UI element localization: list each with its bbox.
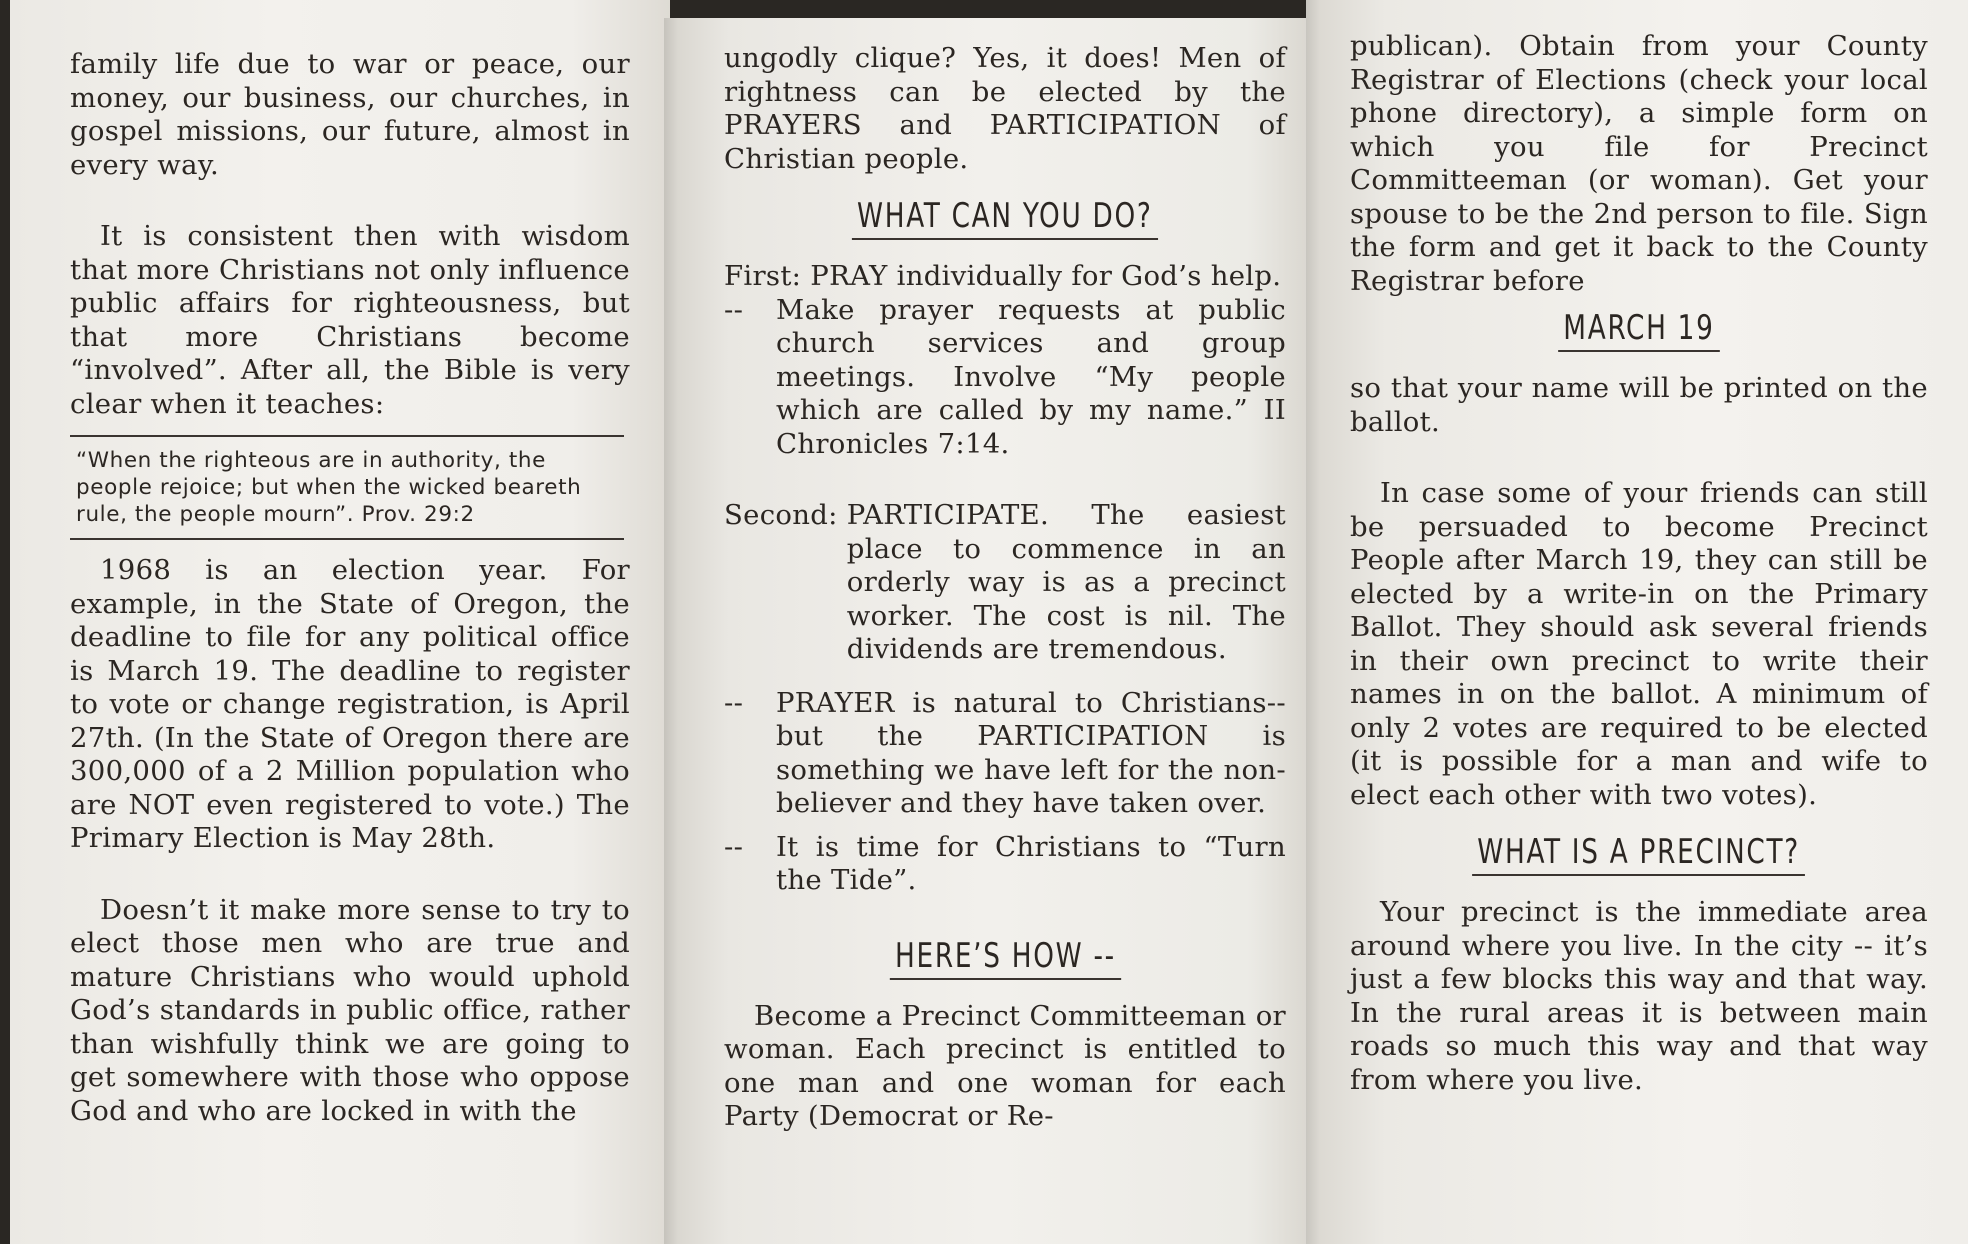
right-paragraph-2: so that your name will be printed on the ballot. — [1350, 372, 1928, 438]
heading-what-can-you-do: WHAT CAN YOU DO? — [852, 196, 1158, 240]
second-step — [724, 499, 1286, 667]
dash-mark: -- — [724, 293, 744, 326]
left-paragraph-1: family life due to war or peace, our money, our business, our churches, in gospel missions, our future, almost in every way. — [70, 48, 630, 181]
dash-mark: -- — [724, 686, 744, 719]
heading-march-19: MARCH 19 — [1558, 308, 1720, 352]
fold-shadow — [664, 18, 678, 1244]
heading-what-is-a-precinct: WHAT IS A PRECINCT? — [1472, 832, 1805, 876]
left-paragraph-4: Doesn’t it make more sense to try to elect those men who are true and mature Christians who would uphold God’s standards in public office, rather than wishfully think we are going to get somewhere with those who oppose God and who are locked in with the — [70, 893, 630, 1127]
dash-text: PRAYER is natural to Christians--but the PARTICIPATION is something we have left for the non-believer and they have taken over. — [776, 686, 1286, 819]
dash-item-participation — [724, 687, 1286, 821]
left-paragraph-3: 1968 is an election year. For example, in the State of Oregon, the deadline to file for any political office is March 19. The deadline to register to vote or change registration, is April 27th. (In the State of Oregon there are 300,000 of a 2 Million population who are NOT even registered to vote.) The Primary Election is May 28th. — [70, 554, 630, 854]
heading-heres-how: HERE’S HOW -- — [889, 936, 1120, 980]
middle-paragraph-1: ungodly clique? Yes, it does! Men of rightness can be elected by the PRAYERS and PARTICIPATION of Christian people. — [724, 42, 1286, 175]
second-label: Second: — [724, 499, 847, 531]
bible-quote: “When the righteous are in authority, the people rejoice; but when the wicked beareth rule, the people mourn”. Prov. 29:2 — [76, 448, 582, 527]
bible-quote-box — [70, 435, 624, 540]
left-paragraph-2: It is consistent then with wisdom that more Christians not only influence public affairs for righteousness, but that more Christians become “involved”. After all, the Bible is very clear when it teaches: — [70, 220, 630, 420]
dash-text: It is time for Christians to “Turn the Tide”. — [776, 830, 1286, 896]
right-paragraph-4: Your precinct is the immediate area around where you live. In the city -- it’s just a few blocks this way and that way. In the rural areas it is between main roads so much this way and that way from where you live. — [1350, 896, 1928, 1096]
first-step — [724, 260, 1286, 294]
dash-text: Make prayer requests at public church services and group meetings. Involve “My people which are called by my name.” II Chronicles 7:14. — [776, 293, 1286, 460]
second-text: PARTICIPATE. The easiest place to commence in an orderly way is as a precinct worker. The cost is nil. The dividends are tremendous. — [846, 499, 1286, 665]
first-text: PRAY individually for God’s help. — [810, 260, 1282, 292]
right-panel — [1306, 0, 1968, 1244]
dash-mark: -- — [724, 830, 744, 863]
middle-paragraph-final: Become a Precinct Committeeman or woman. Each precinct is entitled to one man and one woman for each Party (Democrat or Re- — [724, 999, 1286, 1132]
middle-panel — [664, 18, 1312, 1244]
fold-shadow — [1306, 0, 1320, 1244]
left-panel — [10, 0, 670, 1244]
right-paragraph-1: publican). Obtain from your County Registrar of Elections (check your local phone directory), a simple form on which you file for Precinct Committeeman (or woman). Get your spouse to be the 2nd person to file. Sign the form and get it back to the County Registrar before — [1350, 30, 1928, 297]
dash-item-turn-the-tide — [724, 831, 1286, 898]
dash-item-prayer-requests — [724, 294, 1286, 462]
right-paragraph-3: In case some of your friends can still be persuaded to become Precinct People after March 19, they can still be elected by a write-in on the Primary Ballot. They should ask several friends in their own precinct to write their names in on the ballot. A minimum of only 2 votes are required to be elected (it is possible for a man and wife to elect each other with two votes). — [1350, 477, 1928, 811]
first-label: First: — [724, 260, 811, 292]
